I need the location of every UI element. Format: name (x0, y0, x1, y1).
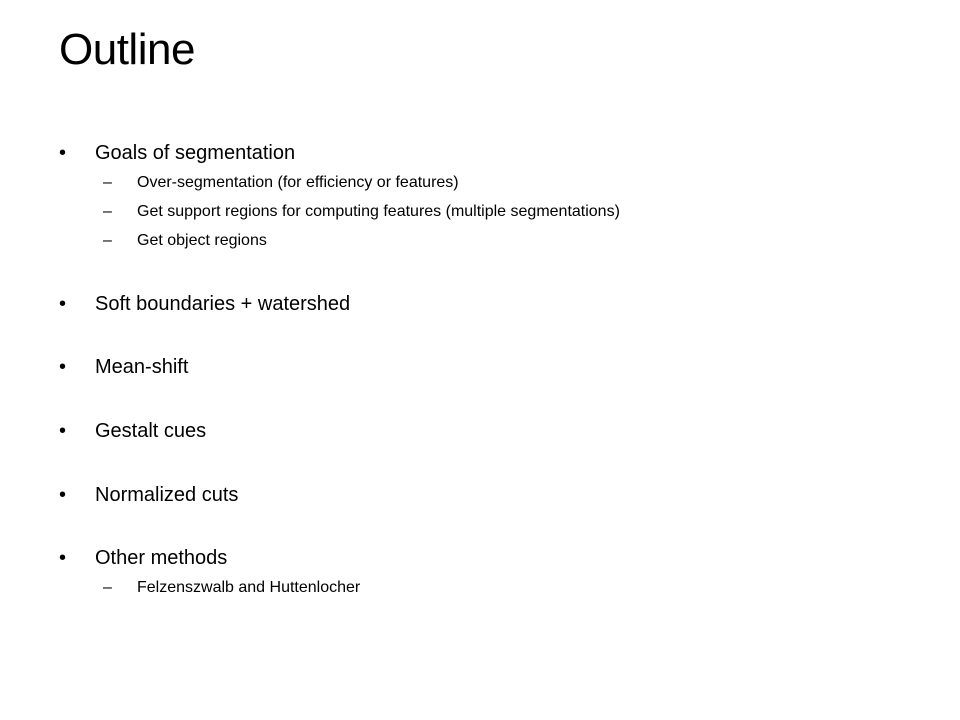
bullet-icon: • (59, 356, 67, 378)
sub-item (0, 168, 960, 197)
bullet-text: Soft boundaries + watershed (95, 293, 351, 315)
dash-icon: – (103, 232, 112, 249)
bullet-text: Normalized cuts (95, 484, 239, 506)
bullet-icon: • (59, 484, 67, 506)
sub-item (0, 226, 960, 255)
dash-icon: – (103, 203, 112, 220)
bullet-icon: • (59, 420, 67, 442)
sub-list (0, 573, 960, 602)
sub-item-text: Get support regions for computing features (multiple segmentations) (137, 203, 620, 220)
bullet-item-normalized-cuts (0, 480, 960, 510)
bullet-item-gestalt-cues (0, 416, 960, 446)
bullet-text: Gestalt cues (95, 420, 207, 442)
dash-icon: – (103, 174, 112, 191)
sub-item-text: Over-segmentation (for efficiency or features) (137, 174, 459, 191)
sub-list (0, 168, 960, 255)
sub-item (0, 197, 960, 226)
bullet-text: Mean-shift (95, 356, 189, 378)
slide-title: Outline (59, 25, 195, 74)
bullet-item-mean-shift (0, 352, 960, 382)
bullet-item-other-methods (0, 543, 960, 602)
bullet-icon: • (59, 142, 67, 164)
bullet-icon: • (59, 293, 67, 315)
bullet-item-goals (0, 138, 960, 255)
sub-item-text: Felzenszwalb and Huttenlocher (137, 579, 361, 596)
bullet-text: Goals of segmentation (95, 142, 296, 164)
bullet-text: Other methods (95, 547, 228, 569)
sub-item-text: Get object regions (137, 232, 267, 249)
bullet-item-soft-boundaries (0, 289, 960, 319)
bullet-icon: • (59, 547, 67, 569)
sub-item (0, 573, 960, 602)
dash-icon: – (103, 579, 112, 596)
